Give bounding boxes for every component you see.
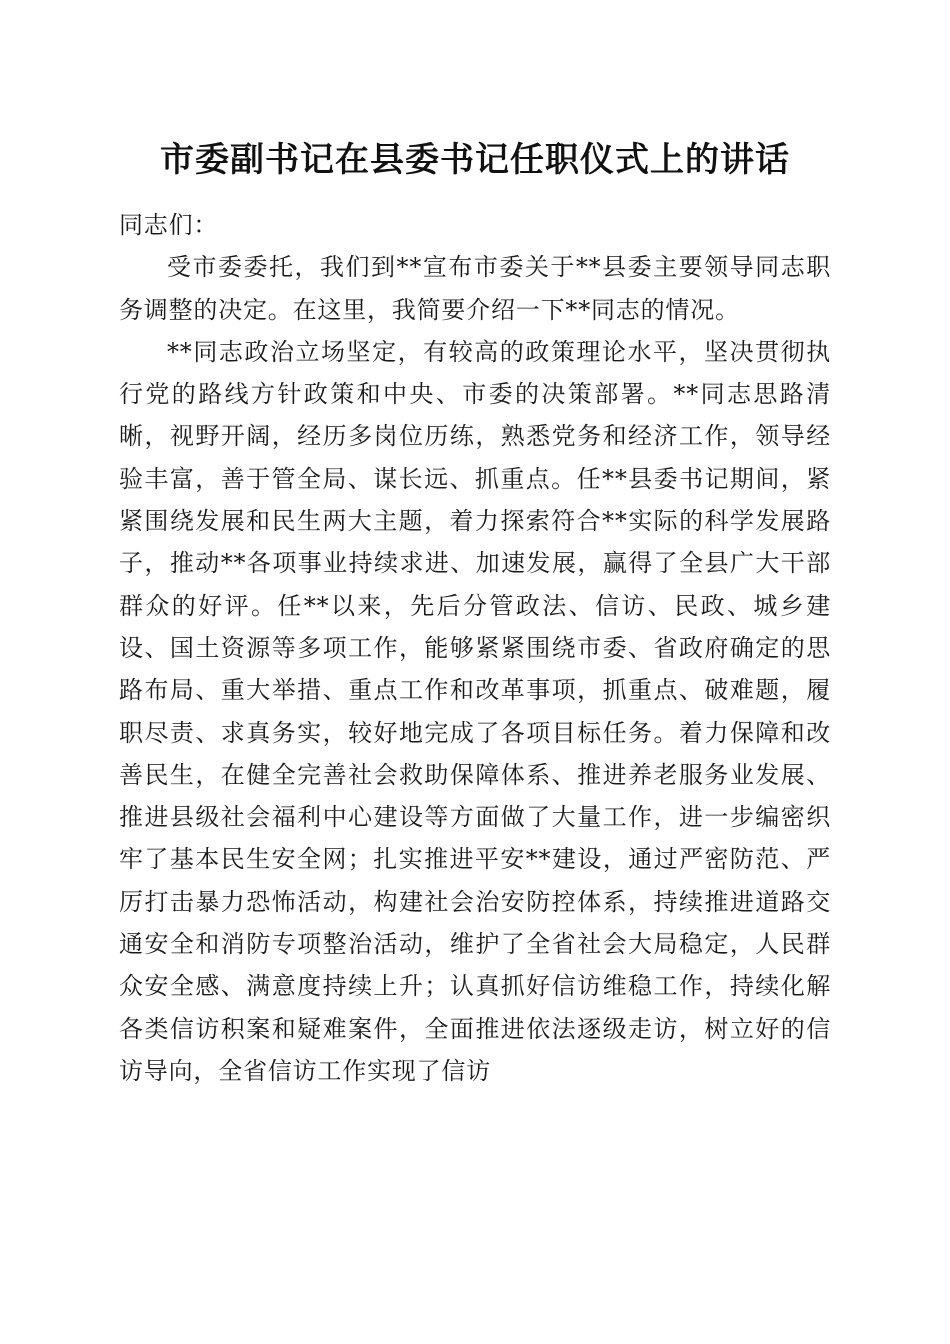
- document-body: [119, 204, 831, 1092]
- document-title: 市委副书记在县委书记任职仪式上的讲话: [160, 140, 790, 180]
- salutation: 同志们：: [119, 211, 219, 239]
- paragraph-intro: 受市委委托，我们到**宣布市委关于**县委主要领导同志职务调整的决定。在这里，我简要介绍一下**同志的情况。: [119, 253, 831, 324]
- paragraph-profile: **同志政治立场坚定，有较高的政策理论水平，坚决贯彻执行党的路线方针政策和中央、市委的决策部署。**同志思路清晰，视野开阔，经历多岗位历练，熟悉党务和经济工作，领导经验丰富，善于管全局、谋长远、抓重点。任**县委书记期间，紧紧围绕发展和民生两大主题，着力探索符合**实际的科学发展路子，推动**各项事业持续求进、加速发展，赢得了全县广大干部群众的好评。任**以来，先后分管政法、信访、民政、城乡建设、国土资源等多项工作，能够紧紧围绕市委、省政府确定的思路布局、重大举措、重点工作和改革事项，抓重点、破难题，履职尽责、求真务实，较好地完成了各项目标任务。着力保障和改善民生，在健全完善社会救助保障体系、推进养老服务业发展、推进县级社会福利中心建设等方面做了大量工作，进一步编密织牢了基本民生安全网；扎实推进平安**建设，通过严密防范、严厉打击暴力恐怖活动，构建社会治安防控体系，持续推进道路交通安全和消防专项整治活动，维护了全省社会大局稳定，人民群众安全感、满意度持续上升；认真抓好信访维稳工作，持续化解各类信访积案和疑难案件，全面推进依法逐级走访，树立好的信访导向，全省信访工作实现了信访: [119, 337, 831, 1085]
